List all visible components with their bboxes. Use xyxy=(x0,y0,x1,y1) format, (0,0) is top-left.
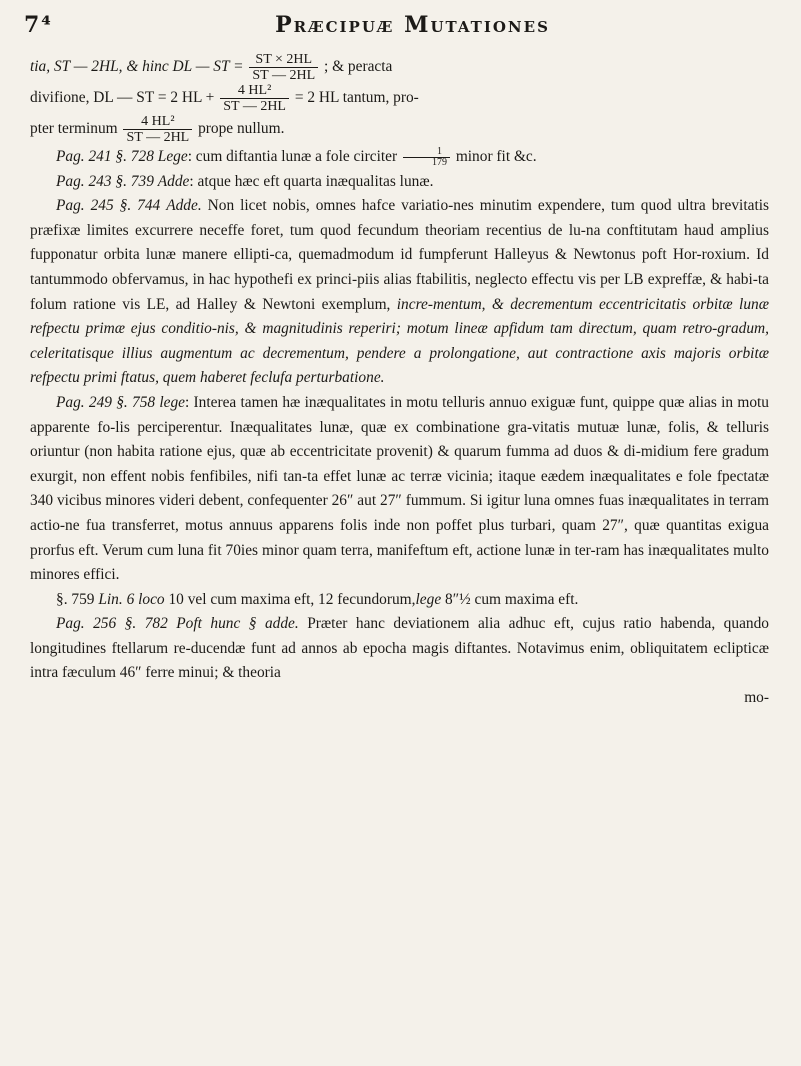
equation-block xyxy=(30,52,769,145)
erratum-paragraph-6: Pag. 256 §. 782 Poft hunc § adde. Præter hanc deviationem alia adhuc eft, cujus ratio habenda, quando longitudines ftellarum re-ducendæ funt ad annos ab epocha magis diftantes. Notavimus enim, obliquitatem eclipticæ intra fæculum 46″ ferre minui; & theoria xyxy=(30,615,769,682)
catchword-line xyxy=(30,686,769,711)
page-body xyxy=(30,52,769,711)
page-number: 7⁴ xyxy=(24,12,53,38)
equation-line-3: pter terminum $\frac{\text{4 HL²}}{ST — 2HL}$ prope nullum. xyxy=(30,114,285,145)
erratum-paragraph-3: Pag. 245 §. 744 Adde. Non licet nobis, omnes hafce variatio-nes minutim expendere, tum quod ultra brevitatis præfixæ limites excurrere neceffe foret, tum quod fecundum theoriam recentius de lu-na conftitutam haud amplius fupponatur orbita lunæ manere ellipti-ca, quemadmodum id fumpferunt Halleyus & Newtonus poft Hor-roxium. Id tantummodo obfervamus, in hac hypothefi ex princi-piis alias ftabilitis, neglecto effectu vis per LB expreffæ, & habi-ta folum ratione vis LE, ad Halley & Newtoni exemplum, incre-mentum, & decrementum eccentricitatis orbitæ lunæ refpectu primæ ejus conditio-nis, & magnitudinis reperiri; motum lineæ apfidum tam directum, quam retro-gradum, celeritatisque illius augmentum ac decrementum, pendere a prolongatione, aut contractione axis majoris orbitæ refpectu primi ftatus, quem haberet feclufa perturbatione. xyxy=(30,197,769,387)
fraction: $\frac{1}{179}$ xyxy=(403,147,450,168)
erratum-paragraph-4: Pag. 249 §. 758 lege: Interea tamen hæ inæqualitates in motu telluris annuo exiguæ funt, quippe quæ alias in motu apparente fo-lis perciperentur. Inæqualitates lunæ, quæ ex combinatione gra-vitatis mutuæ lunæ, folis, & telluris oriuntur (non habita ratione ejus, quæ ab eccentricitate provenit) & quarum fumma ad duos & di-midium fere gradum exurgit, non effent nobis fenfibiles, nifi tan-ta effet lunæ ac terræ vicinia; itaque eædem inæqualitates e fole fpectatæ 340 vicibus minores videri debent, confequenter 26″ aut 27″ fummum. Si igitur luna omnes fuas inæqualitates in terram actio-ne fua transferret, motus annuus apparens folis inde non poffet plus turbari, quam 27″, quæ quantitas exigua prorfus eft. Verum cum luna fit 70ies minor quam terra, manifeftum eft, actione lunæ in ter-ram has inæqualitates multo minores effici. xyxy=(30,393,769,584)
erratum-paragraph-2: Pag. 243 §. 739 Adde: atque hæc eft quarta inæqualitas lunæ. xyxy=(56,172,434,190)
running-title: Præcipuæ Mutationes xyxy=(275,12,550,38)
fraction: $\frac{\text{4 HL²}}{ST — 2HL}$ xyxy=(220,83,289,114)
fraction: $\frac{ST \times 2HL}{ST — 2HL}$ xyxy=(249,52,318,83)
equation-line-1: tia, ST — 2HL, & hinc DL — ST = $\frac{ST \times 2HL}{ST — 2HL}$ ; & peracta xyxy=(30,52,393,83)
running-header xyxy=(24,12,771,42)
erratum-paragraph-1: Pag. 241 §. 728 Lege: cum diftantia lunæ a fole circiter $\frac{1}{179}$ minor fit &c. xyxy=(56,145,537,168)
fraction: $\frac{\text{4 HL²}}{ST — 2HL}$ xyxy=(123,114,192,145)
equation-line-2: divifione, DL — ST = 2 HL + $\frac{\text{4 HL²}}{ST — 2HL}$ = 2 HL tantum, pro- xyxy=(30,83,419,114)
erratum-paragraph-5: §. 759 Lin. 6 loco 10 vel cum maxima eft, 12 fecundorum,lege 8″½ cum maxima eft. xyxy=(56,590,579,608)
catchword: mo- xyxy=(744,689,769,707)
